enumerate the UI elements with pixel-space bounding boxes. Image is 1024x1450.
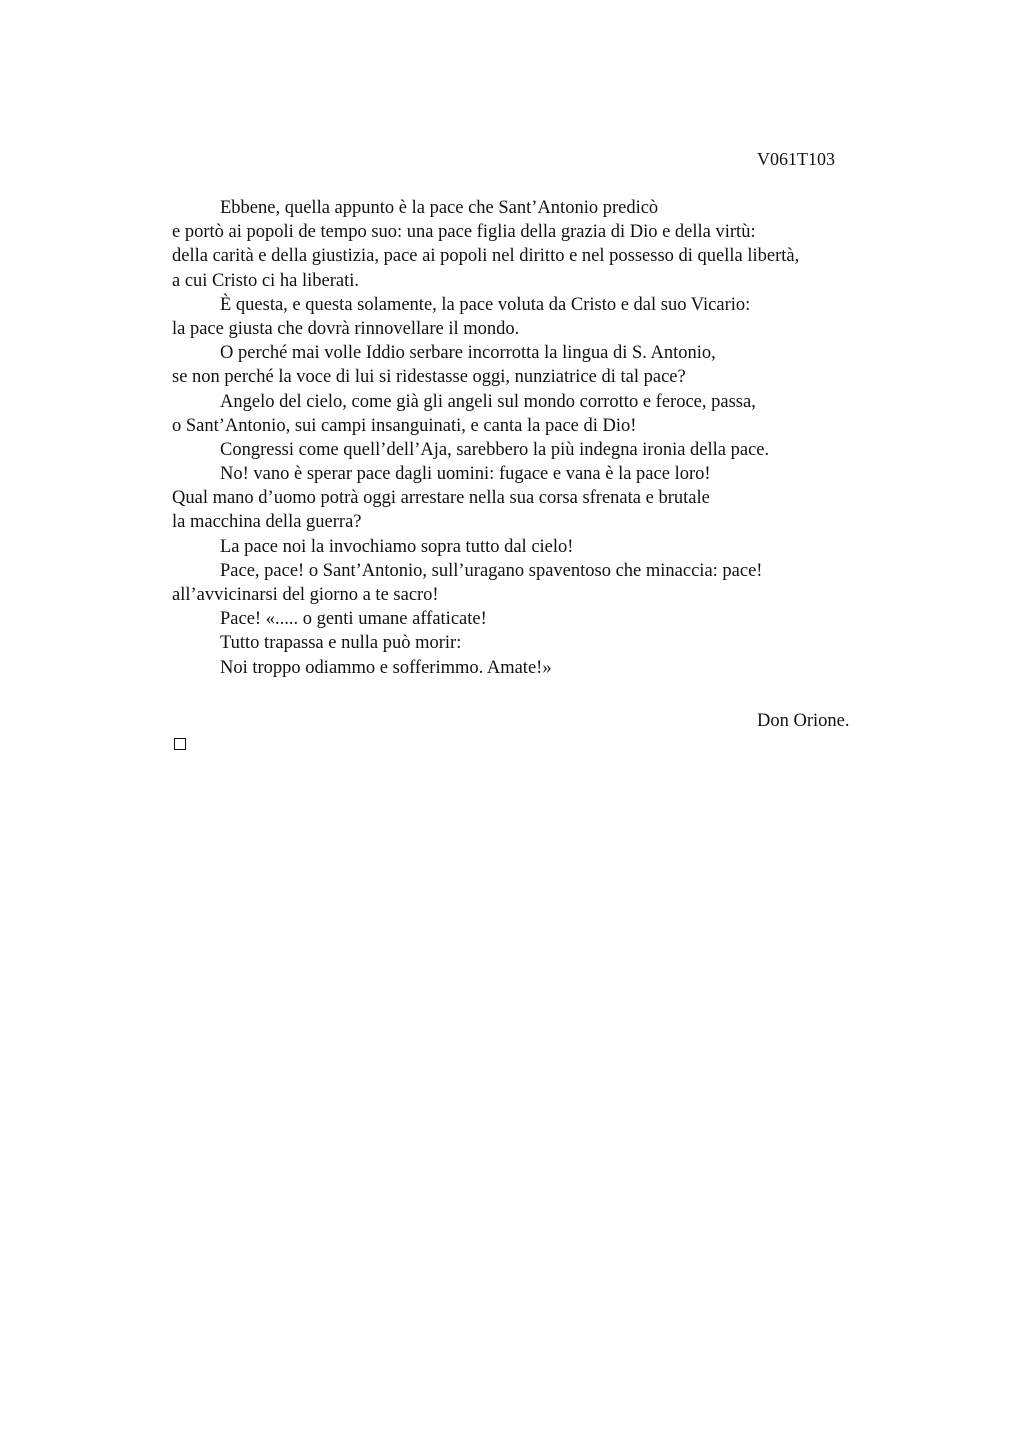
text-line: e portò ai popoli de tempo suo: una pace figlia della grazia di Dio e della virtù: (172, 222, 756, 243)
text-line: La pace noi la invochiamo sopra tutto dal cielo! (220, 536, 574, 557)
text-line: della carità e della giustizia, pace ai popoli nel diritto e nel possesso di quella libertà, (172, 246, 800, 267)
text-line: Qual mano d’uomo potrà oggi arrestare nella sua corsa sfrenata e brutale (172, 488, 710, 509)
text-line: Noi troppo odiammo e sofferimmo. Amate!» (220, 657, 552, 678)
signature: Don Orione. (757, 711, 850, 731)
text-line: se non perché la voce di lui si ridestasse oggi, nunziatrice di tal pace? (172, 367, 686, 388)
text-line: Ebbene, quella appunto è la pace che Sant’Antonio predicò (220, 198, 659, 218)
text-line: O perché mai volle Iddio serbare incorrotta la lingua di S. Antonio, (220, 343, 716, 364)
document-code: V061T103 (757, 149, 835, 169)
text-line: a cui Cristo ci ha liberati. (172, 270, 359, 291)
text-line: È questa, e questa solamente, la pace voluta da Cristo e dal suo Vicario: (220, 294, 751, 315)
text-line: Tutto trapassa e nulla può morir: (220, 633, 462, 654)
text-line: all’avvicinarsi del giorno a te sacro! (172, 585, 439, 605)
text-line: la pace giusta che dovrà rinnovellare il mondo. (172, 318, 520, 339)
text-line: o Sant’Antonio, sui campi insanguinati, e canta la pace di Dio! (172, 415, 637, 436)
text-line: Angelo del cielo, come già gli angeli sul mondo corrotto e feroce, passa, (220, 391, 756, 412)
text-line: Congressi come quell’dell’Aja, sarebbero la più indegna ironia della pace. (220, 439, 770, 460)
text-line: Pace! «..... o genti umane affaticate! (220, 609, 487, 630)
text-line: No! vano è sperar pace dagli uomini: fugace e vana è la pace loro! (220, 464, 711, 485)
text-line: Pace, pace! o Sant’Antonio, sull’uragano spaventoso che minaccia: pace! (220, 560, 763, 581)
text-line: la macchina della guerra? (172, 512, 362, 533)
end-of-text-box-icon (174, 738, 186, 750)
body-text (172, 196, 892, 680)
